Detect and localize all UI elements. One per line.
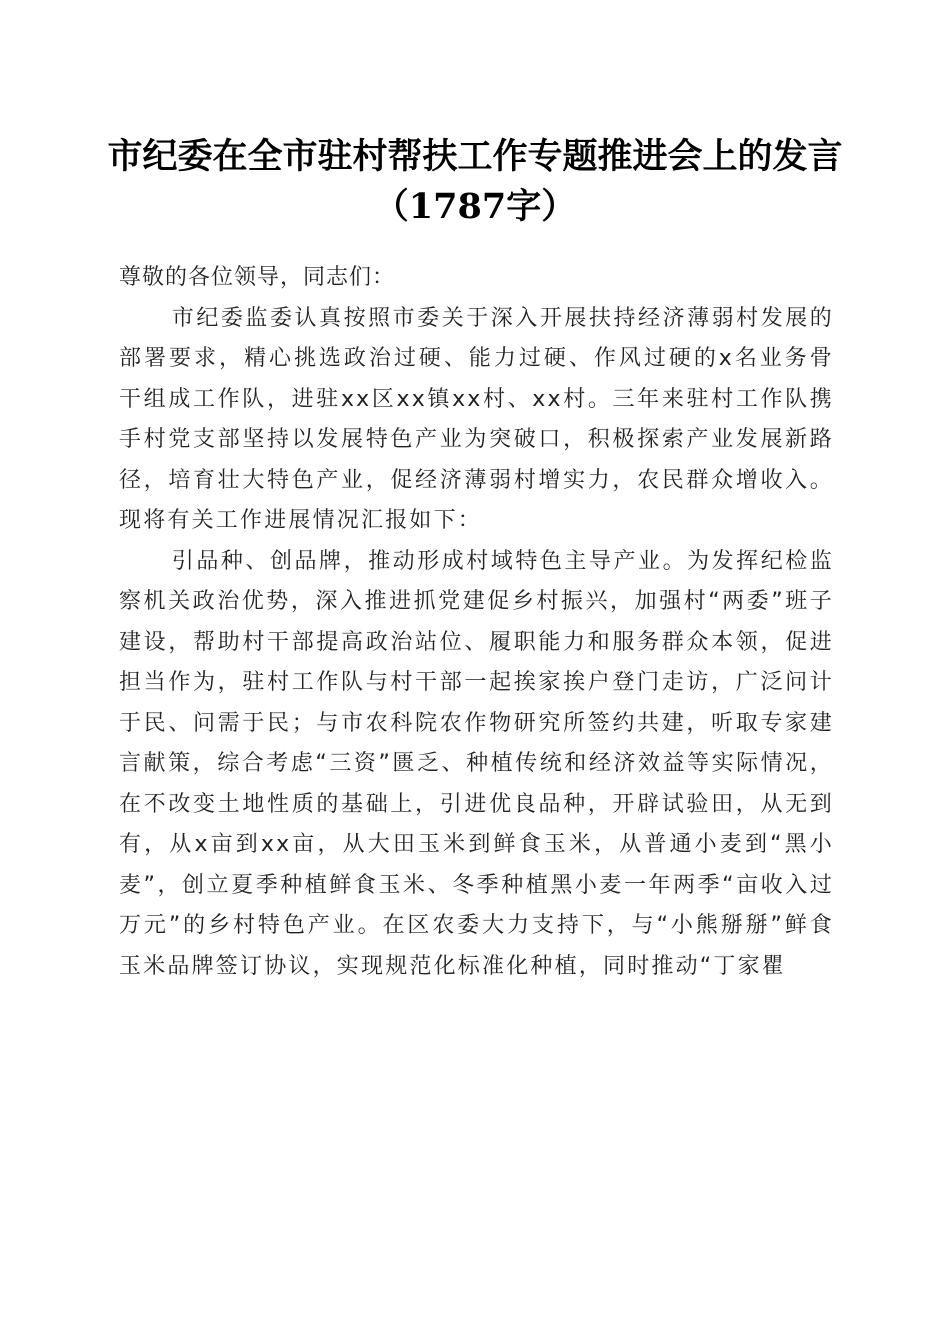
paragraph-intro: 市纪委监委认真按照市委关于深入开展扶持经济薄弱村发展的部署要求，精心挑选政治过硬、能力过硬、作风过硬的x名业务骨干组成工作队，进驻xx区xx镇xx村、xx村。三年来驻村工作队携手村党支部坚持以发展特色产业为突破口，积极探索产业发展新路径，培育壮大特色产业，促经济薄弱村增实力，农民群众增收入。现将有关工作进展情况汇报如下：	[119, 305, 834, 533]
paragraph-industry: 引品种、创品牌，推动形成村域特色主导产业。为发挥纪检监察机关政治优势，深入推进抓党建促乡村振兴，加强村“两委”班子建设，帮助村干部提高政治站位、履职能力和服务群众本领，促进担当作为，驻村工作队与村干部一起挨家挨户登门走访，广泛问计于民、问需于民；与市农科院农作物研究所签约共建，听取专家建言献策，综合考虑“三资”匮乏、种植传统和经济效益等实际情况，在不改变土地性质的基础上，引进优良品种，开辟试验田，从无到有，从x亩到xx亩，从大田玉米到鲜食玉米，从普通小麦到“黑小麦”，创立夏季种植鲜食玉米、冬季种植黑小麦一年两季“亩收入过万元”的乡村特色产业。在区农委大力支持下，与“小熊掰掰”鲜食玉米品牌签订协议，实现规范化标准化种植，同时推动“丁家瞿	[119, 548, 834, 979]
document-body	[119, 258, 834, 987]
salutation: 尊敬的各位领导，同志们：	[119, 265, 396, 290]
document-title: 市纪委在全市驻村帮扶工作专题推进会上的发言（1787字）	[107, 136, 843, 227]
